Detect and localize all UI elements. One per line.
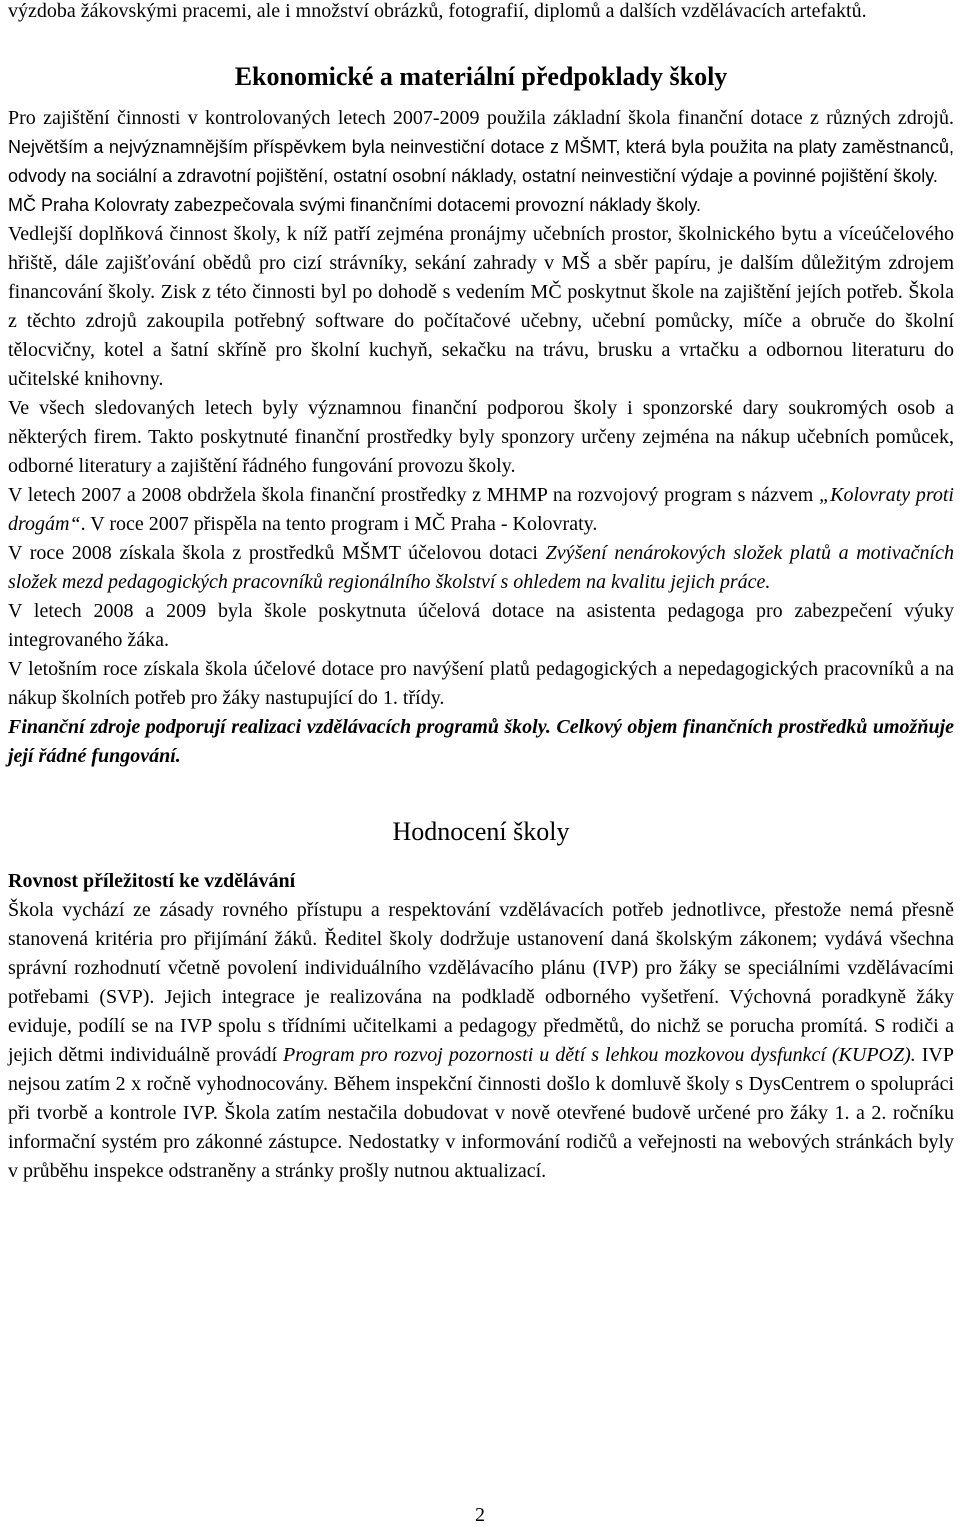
intro-paragraph xyxy=(8,0,954,26)
paragraph-funding xyxy=(8,104,954,191)
intro-text: výzdoba žákovskými pracemi, ale i množství obrázků, fotografií, diplomů a dalších vzdělávacích artefaktů. xyxy=(8,0,867,22)
this-year-text: V letošním roce získala škola účelové dotace pro navýšení platů pedagogických a nepedagogických pracovníků a na nákup školních potřeb pro žáky nastupující do 1. třídy. xyxy=(8,658,954,709)
subheading-equal-opportunity: Rovnost příležitostí ke vzdělávání xyxy=(8,870,296,892)
section-heading-evaluation: Hodnocení školy xyxy=(392,817,570,846)
paragraph-side-activity xyxy=(8,220,954,394)
equal-opportunity-text-a: Škola vychází ze zásady rovného přístupu a respektování vzdělávacích potřeb jednotlivce, přestože nemá přesně stanovená kritéria pro přijímání žáků. Ředitel školy dodržuje ustanovení daná školským zákonem; vydává všechna správní rozhodnutí včetně povolení individuálního vzdělávacího plánu (IVP) pro žáky se speciálními vzdělávacími potřebami (SVP). Jejich integrace je realizována na podkladě odborného vyšetření. Výchovná poradkyně žáky eviduje, podílí se na IVP spolu s třídními učitelkami a pedagogy předmětů, do nichž se porucha promítá. S rodiči a jejich dětmi individuálně provádí xyxy=(8,899,954,1066)
municipality-text: MČ Praha Kolovraty zabezpečovala svými finančními dotacemi provozní náklady školy. xyxy=(8,195,701,215)
side-activity-text: Vedlejší doplňková činnost školy, k níž patří zejména pronájmy učebních prostor, školnického bytu a víceúčelového hřiště, dále zajišťování obědů pro cizí strávníky, sekání zahrady v MŠ a sběr papíru, je dalším důležitým zdrojem financování školy. Zisk z této činnosti byl po dohodě s vedením MČ poskytnut škole na zajištění jejích potřeb. Škola z těchto zdrojů zakoupila potřebný software do počítačové učebny, učební pomůcky, míče a obruče do školní tělocvičny, kotel a šatní skříně pro školní kuchyň, sekačku na trávu, brusku a vrtačku a odbornou literaturu do učitelské knihovny. xyxy=(8,223,954,390)
section-heading-economic: Ekonomické a materiální předpoklady školy xyxy=(234,62,728,91)
msmt-program-name: Zvýšení nenárokových složek platů a motivačních složek mezd pedagogických pracovníků regionálního školství s ohledem na kvalitu jejich práce. xyxy=(8,542,954,593)
page-number: 2 xyxy=(475,1504,485,1526)
funding-text-sans: Největším a nejvýznamnějším příspěvkem byla neinvestiční dotace z MŠMT, která byla použita na platy zaměstnanců, odvody na sociální a zdravotní pojištění, ostatní osobní náklady, ostatní neinvestiční výdaje a povinné pojištění školy. xyxy=(8,137,954,186)
kupoz-program-name: Program pro rozvoj pozornosti u dětí s lehkou mozkovou dysfunkcí (KUPOZ). xyxy=(283,1044,916,1066)
paragraph-mhmp xyxy=(8,481,954,539)
document-page xyxy=(8,0,954,1186)
funding-text-serif: Pro zajištění činnosti v kontrolovaných letech 2007-2009 použila základní škola finanční dotace z různých zdrojů. xyxy=(8,107,954,129)
paragraph-sponsors xyxy=(8,394,954,481)
paragraph-conclusion xyxy=(8,713,954,771)
paragraph-assistant xyxy=(8,597,954,655)
equal-opportunity-text-b: IVP nejsou zatím 2 x ročně vyhodnocovány. Během inspekční činnosti došlo k domluvě školy s DysCentrem o spolupráci při tvorbě a kontrole IVP. Škola zatím nestačila dobudovat v nově otevřené budově určené pro žáky 1. a 2. ročníku informační systém pro zákonné zástupce. Nedostatky v informování rodičů a veřejnosti na webových stránkách byly v průběhu inspekce odstraněny a stránky prošly nutnou aktualizací. xyxy=(8,1044,954,1182)
paragraph-this-year xyxy=(8,655,954,713)
paragraph-msmt xyxy=(8,539,954,597)
paragraph-equal-opportunity xyxy=(8,896,954,1186)
conclusion-text: Finanční zdroje podporují realizaci vzdělávacích programů školy. Celkový objem finančních prostředků umožňuje její řádné fungování. xyxy=(8,716,954,767)
mhmp-text-a: V letech 2007 a 2008 obdržela škola finanční prostředky z MHMP na rozvojový program s názvem xyxy=(8,484,820,506)
assistant-text: V letech 2008 a 2009 byla škole poskytnuta účelová dotace na asistenta pedagoga pro zabezpečení výuky integrovaného žáka. xyxy=(8,600,954,651)
sponsors-text: Ve všech sledovaných letech byly významnou finanční podporou školy i sponzorské dary soukromých osob a některých firem. Takto poskytnuté finanční prostředky byly sponzory určeny zejména na nákup učebních pomůcek, odborné literatury a zajištění řádného fungování provozu školy. xyxy=(8,397,954,477)
mhmp-text-b: . V roce 2007 přispěla na tento program i MČ Praha - Kolovraty. xyxy=(80,513,598,535)
paragraph-municipality xyxy=(8,191,954,220)
msmt-text: V roce 2008 získala škola z prostředků MŠMT účelovou dotaci xyxy=(8,542,546,564)
mhmp-program-name: „Kolovraty proti drogám“ xyxy=(8,484,954,535)
